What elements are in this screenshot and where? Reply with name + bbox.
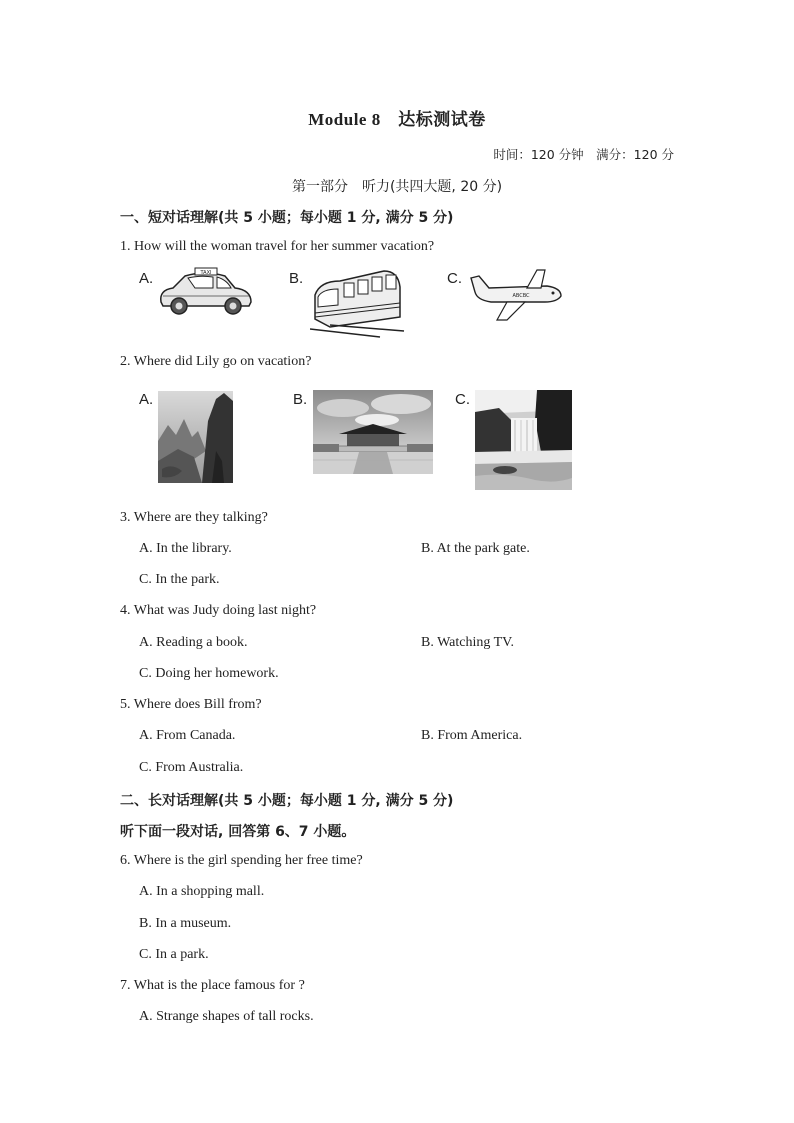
q5-option-b: B. From America. [421, 728, 523, 743]
question-2: 2. Where did Lily go on vacation? [120, 354, 312, 369]
q1-label-b: B. [289, 270, 304, 287]
time-info: 时间：120 分钟 满分：120 分 [493, 147, 674, 162]
section1-title: 一、短对话理解(共 5 小题；每小题 1 分, 满分 5 分) [120, 210, 454, 226]
q6-option-a: A. In a shopping mall. [139, 884, 265, 899]
q3-option-a: A. In the library. [139, 541, 232, 556]
q4-option-c: C. Doing her homework. [139, 666, 279, 681]
airplane-image [467, 266, 565, 324]
train-image [310, 267, 405, 339]
question-3: 3. Where are they talking? [120, 510, 268, 525]
taxi-image [155, 266, 255, 318]
section2-instruction: 听下面一段对话, 回答第 6、7 小题。 [120, 824, 356, 840]
plane-body-text: ABCBC [512, 293, 530, 299]
section2-title: 二、长对话理解(共 5 小题；每小题 1 分, 满分 5 分) [120, 793, 454, 809]
waterfall-photo [475, 390, 572, 490]
q6-option-b: B. In a museum. [139, 916, 232, 931]
q5-option-c: C. From Australia. [139, 760, 244, 775]
question-4: 4. What was Judy doing last night? [120, 603, 317, 618]
question-6: 6. Where is the girl spending her free time? [120, 853, 363, 868]
q3-option-c: C. In the park. [139, 572, 220, 587]
q4-option-b: B. Watching TV. [421, 635, 514, 650]
palace-photo [313, 390, 433, 474]
q4-option-a: A. Reading a book. [139, 635, 248, 650]
q1-label-c: C. [447, 270, 462, 287]
q5-option-a: A. From Canada. [139, 728, 236, 743]
q1-label-a: A. [139, 270, 154, 287]
page-title: Module 8 达标测试卷 [308, 110, 486, 129]
q2-label-b: B. [293, 391, 308, 408]
q2-label-c: C. [455, 391, 470, 408]
q7-option-a: A. Strange shapes of tall rocks. [139, 1009, 314, 1024]
q6-option-c: C. In a park. [139, 947, 209, 962]
q3-option-b: B. At the park gate. [421, 541, 530, 556]
question-5: 5. Where does Bill from? [120, 697, 262, 712]
q2-label-a: A. [139, 391, 154, 408]
question-7: 7. What is the place famous for ? [120, 978, 305, 993]
mountain-photo [158, 391, 233, 483]
part1-title: 第一部分 听力(共四大题, 20 分) [291, 179, 503, 195]
taxi-sign-text: TAXI [200, 270, 212, 276]
question-1: 1. How will the woman travel for her summer vacation? [120, 239, 435, 254]
